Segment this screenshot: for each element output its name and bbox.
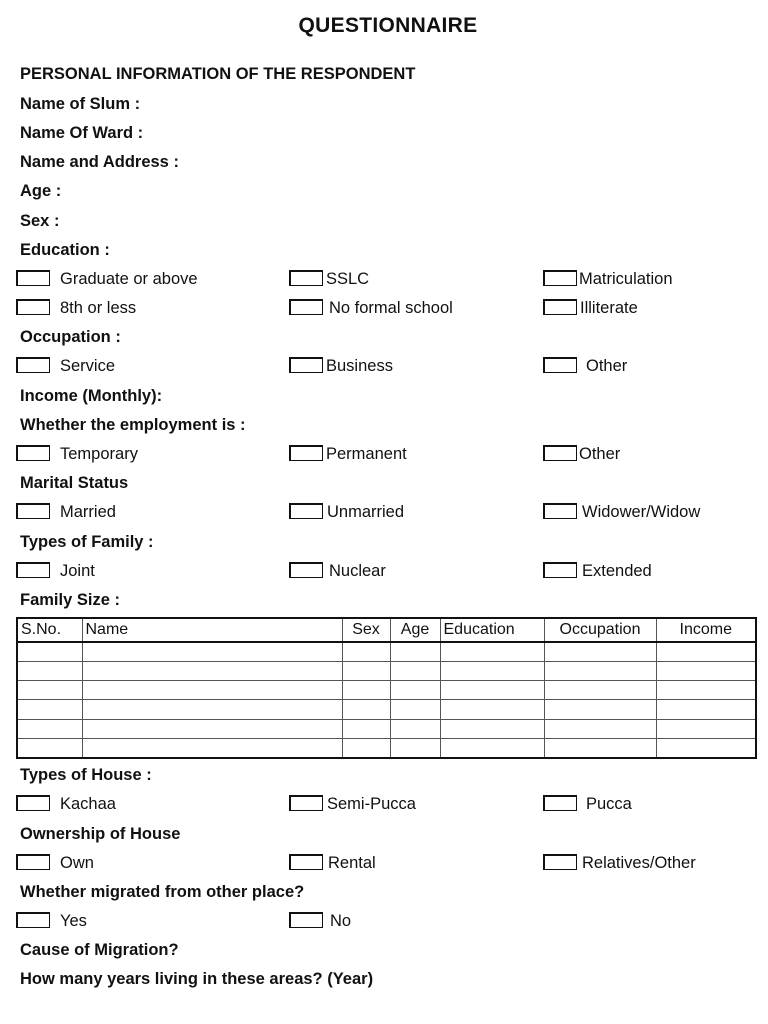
checkbox[interactable] — [16, 299, 50, 315]
table-cell[interactable] — [17, 662, 82, 681]
name-address-label: Name and Address : — [20, 153, 179, 171]
table-cell[interactable] — [82, 719, 342, 738]
column-header-sex: Sex — [342, 618, 390, 642]
table-cell[interactable] — [656, 738, 756, 758]
table-cell[interactable] — [82, 681, 342, 700]
family-type-label: Types of Family : — [20, 533, 154, 551]
column-header-name: Name — [82, 618, 342, 642]
page-title: QUESTIONNAIRE — [298, 14, 478, 37]
option-label: Married — [60, 503, 116, 521]
table-row — [17, 662, 756, 681]
checkbox[interactable] — [289, 503, 323, 519]
table-cell[interactable] — [82, 662, 342, 681]
option-label: Illiterate — [580, 299, 638, 317]
option-label: Matriculation — [579, 270, 673, 288]
option-label: Rental — [328, 854, 376, 872]
checkbox[interactable] — [16, 562, 50, 578]
table-cell[interactable] — [544, 738, 656, 758]
table-cell[interactable] — [390, 719, 440, 738]
column-header-sno: S.No. — [17, 618, 82, 642]
checkbox[interactable] — [289, 854, 323, 870]
ownership-label: Ownership of House — [20, 825, 181, 843]
sex-label: Sex : — [20, 212, 60, 230]
option-label: Other — [586, 357, 628, 375]
option-label: Nuclear — [329, 562, 386, 580]
table-row — [17, 681, 756, 700]
table-cell[interactable] — [82, 642, 342, 662]
table-cell[interactable] — [390, 662, 440, 681]
checkbox[interactable] — [289, 795, 323, 811]
table-cell[interactable] — [656, 681, 756, 700]
option-label: Graduate or above — [60, 270, 198, 288]
option-label: Widower/Widow — [582, 503, 701, 521]
option-label: Semi-Pucca — [327, 795, 416, 813]
house-type-label: Types of House : — [20, 766, 152, 784]
income-label: Income (Monthly): — [20, 387, 163, 405]
checkbox[interactable] — [289, 912, 323, 928]
checkbox[interactable] — [16, 912, 50, 928]
table-cell[interactable] — [342, 719, 390, 738]
table-cell[interactable] — [342, 681, 390, 700]
option-label: Yes — [60, 912, 87, 930]
table-cell[interactable] — [17, 719, 82, 738]
age-label: Age : — [20, 182, 62, 200]
column-header-age: Age — [390, 618, 440, 642]
table-row — [17, 719, 756, 738]
checkbox[interactable] — [289, 270, 323, 286]
option-label: No — [330, 912, 352, 930]
checkbox[interactable] — [289, 357, 323, 373]
ward-name-label: Name Of Ward : — [20, 124, 144, 142]
option-label: Joint — [60, 562, 95, 580]
checkbox[interactable] — [543, 854, 577, 870]
checkbox[interactable] — [543, 299, 577, 315]
table-cell[interactable] — [544, 662, 656, 681]
education-label: Education : — [20, 241, 110, 259]
migration-cause-label: Cause of Migration? — [20, 941, 179, 959]
table-cell[interactable] — [342, 662, 390, 681]
checkbox[interactable] — [543, 795, 577, 811]
table-cell[interactable] — [390, 700, 440, 719]
table-cell[interactable] — [390, 738, 440, 758]
checkbox[interactable] — [16, 795, 50, 811]
checkbox[interactable] — [289, 445, 323, 461]
family-size-label: Family Size : — [20, 591, 120, 609]
table-cell[interactable] — [656, 642, 756, 662]
table-cell[interactable] — [656, 662, 756, 681]
option-label: Permanent — [326, 445, 407, 463]
option-label: SSLC — [326, 270, 370, 288]
checkbox[interactable] — [543, 270, 577, 286]
column-header-occupation: Occupation — [544, 618, 656, 642]
checkbox[interactable] — [16, 854, 50, 870]
option-label: Service — [60, 357, 116, 375]
slum-name-label: Name of Slum : — [20, 95, 141, 113]
table-row — [17, 642, 756, 662]
checkbox[interactable] — [289, 562, 323, 578]
table-cell[interactable] — [17, 681, 82, 700]
section-heading: PERSONAL INFORMATION OF THE RESPONDENT — [20, 65, 416, 83]
table-cell[interactable] — [17, 700, 82, 719]
table-cell[interactable] — [342, 642, 390, 662]
checkbox[interactable] — [543, 357, 577, 373]
table-cell[interactable] — [440, 681, 544, 700]
table-cell[interactable] — [544, 642, 656, 662]
family-members-table — [16, 617, 757, 759]
migrated-label: Whether migrated from other place? — [20, 883, 305, 901]
checkbox[interactable] — [289, 299, 323, 315]
checkbox[interactable] — [16, 357, 50, 373]
table-header-row — [17, 618, 756, 642]
checkbox[interactable] — [16, 270, 50, 286]
option-label: No formal school — [329, 299, 453, 317]
option-label: Own — [60, 854, 94, 872]
option-label: Relatives/Other — [582, 854, 696, 872]
table-cell[interactable] — [544, 719, 656, 738]
option-label: Kachaa — [60, 795, 116, 813]
option-label: Extended — [582, 562, 652, 580]
table-cell[interactable] — [342, 700, 390, 719]
table-row — [17, 738, 756, 758]
table-cell[interactable] — [544, 681, 656, 700]
occupation-label: Occupation : — [20, 328, 121, 346]
checkbox[interactable] — [16, 445, 50, 461]
checkbox[interactable] — [16, 503, 50, 519]
table-cell[interactable] — [544, 700, 656, 719]
table-cell[interactable] — [656, 700, 756, 719]
table-cell[interactable] — [440, 738, 544, 758]
marital-status-label: Marital Status — [20, 474, 129, 492]
option-label: Business — [326, 357, 393, 375]
employment-label: Whether the employment is : — [20, 416, 246, 434]
column-header-education: Education — [440, 618, 544, 642]
table-cell[interactable] — [440, 719, 544, 738]
table-cell[interactable] — [440, 642, 544, 662]
table-cell[interactable] — [82, 700, 342, 719]
years-living-label: How many years living in these areas? (Year) — [20, 970, 374, 988]
checkbox[interactable] — [543, 503, 577, 519]
column-header-income: Income — [656, 618, 756, 642]
checkbox[interactable] — [543, 445, 577, 461]
option-label: Pucca — [586, 795, 632, 813]
table-cell[interactable] — [342, 738, 390, 758]
table-cell[interactable] — [656, 719, 756, 738]
option-label: Temporary — [60, 445, 138, 463]
option-label: 8th or less — [60, 299, 137, 317]
table-cell[interactable] — [17, 642, 82, 662]
table-cell[interactable] — [440, 662, 544, 681]
table-cell[interactable] — [390, 681, 440, 700]
checkbox[interactable] — [543, 562, 577, 578]
table-cell[interactable] — [82, 738, 342, 758]
option-label: Other — [579, 445, 621, 463]
table-cell[interactable] — [17, 738, 82, 758]
table-cell[interactable] — [390, 642, 440, 662]
option-label: Unmarried — [327, 503, 405, 521]
table-cell[interactable] — [440, 700, 544, 719]
table-row — [17, 700, 756, 719]
